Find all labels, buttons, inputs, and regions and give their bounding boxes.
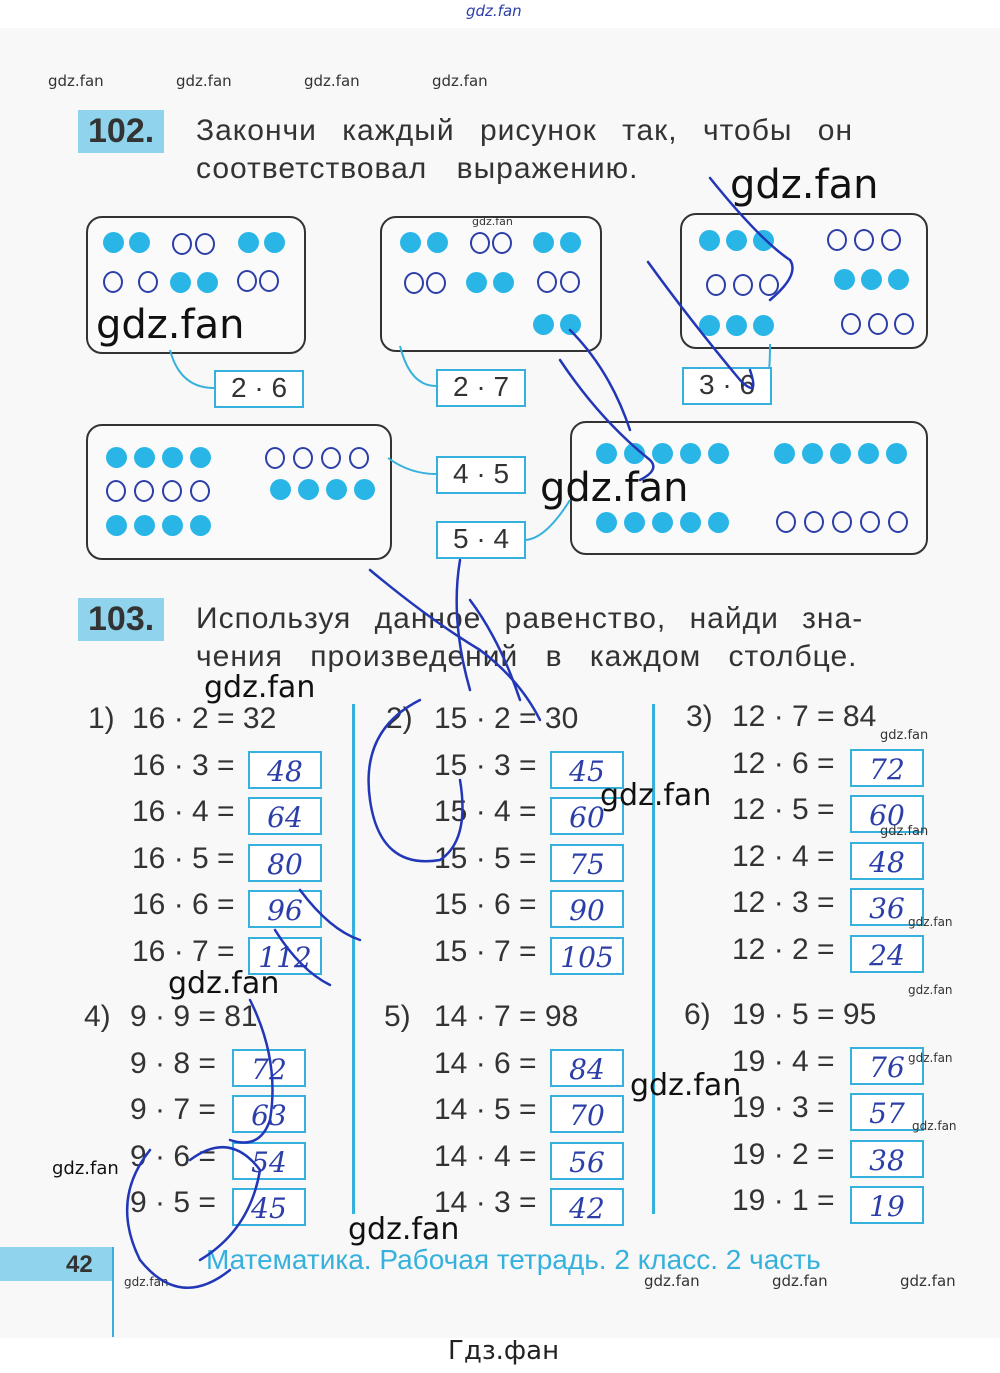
page-number: 42 xyxy=(66,1251,93,1278)
column-label: 3) xyxy=(686,700,713,733)
handwritten-answer: 105 xyxy=(560,940,614,974)
expression-2x6: 2 · 6 xyxy=(214,370,304,408)
watermark: gdz.fan xyxy=(772,1272,828,1290)
handwritten-answer: 90 xyxy=(569,894,605,927)
watermark-medium: gdz.fan xyxy=(600,778,712,813)
top-watermark: gdz.fan xyxy=(466,2,522,20)
task-103-text-line2: чения произведений в каждом столбце. xyxy=(196,640,858,673)
given-equation: 16 · 2 = 32 xyxy=(132,702,277,735)
expression-5x4: 5 · 4 xyxy=(436,521,526,559)
product-expression: 14 · 6 = xyxy=(434,1046,537,1080)
page-caption: Гдз.фан xyxy=(448,1336,560,1366)
handwritten-answer: 84 xyxy=(569,1052,605,1086)
product-expression: 15 · 5 = xyxy=(434,841,537,875)
product-expression: 19 · 4 = xyxy=(732,1044,835,1078)
given-equation: 14 · 7 = 98 xyxy=(434,1000,579,1033)
handwritten-answer: 72 xyxy=(251,1052,287,1086)
watermark: gdz.fan xyxy=(908,915,953,929)
product-expression: 14 · 4 = xyxy=(434,1139,537,1173)
watermark-medium: gdz.fan xyxy=(630,1068,742,1103)
given-equation: 12 · 7 = 84 xyxy=(732,700,877,733)
watermark: gdz.fan xyxy=(48,72,104,90)
product-expression: 9 · 6 = xyxy=(130,1139,216,1173)
watermark-large: gdz.fan xyxy=(96,302,245,348)
product-expression: 16 · 5 = xyxy=(132,841,235,875)
handwritten-answer: 45 xyxy=(251,1192,287,1225)
product-expression: 16 · 7 = xyxy=(132,934,235,968)
handwritten-answer: 60 xyxy=(569,801,605,834)
expression-3x6: 3 · 6 xyxy=(682,367,772,405)
handwritten-answer: 63 xyxy=(251,1099,287,1132)
product-expression: 9 · 7 = xyxy=(130,1093,216,1126)
product-expression: 12 · 5 = xyxy=(732,793,835,826)
product-expression: 19 · 3 = xyxy=(732,1091,835,1124)
watermark: gdz.fan xyxy=(176,72,232,90)
column-label: 1) xyxy=(88,702,115,735)
handwritten-answer: 72 xyxy=(869,752,905,786)
watermark: gdz.fan xyxy=(472,215,513,228)
watermark-medium: gdz.fan xyxy=(168,966,280,1001)
handwritten-answer: 75 xyxy=(569,847,605,881)
watermark: gdz.fan xyxy=(908,1051,953,1065)
handwritten-answer: 24 xyxy=(869,938,905,972)
handwritten-answer: 54 xyxy=(251,1145,287,1179)
product-expression: 12 · 4 = xyxy=(732,839,835,873)
task-103-text-line1: Используя данное равенство, найди зна- xyxy=(196,602,864,635)
handwritten-answer: 42 xyxy=(569,1192,605,1225)
watermark: gdz.fan xyxy=(908,983,953,997)
handwritten-answer: 56 xyxy=(569,1145,605,1179)
handwritten-answer: 48 xyxy=(869,845,905,879)
task-102-text-line1: Закончи каждый рисунок так, чтобы он xyxy=(196,114,854,147)
product-expression: 16 · 6 = xyxy=(132,888,235,921)
product-expression: 15 · 7 = xyxy=(434,934,537,968)
product-expression: 9 · 8 = xyxy=(130,1046,216,1080)
handwritten-answer: 19 xyxy=(869,1190,905,1223)
product-expression: 19 · 2 = xyxy=(732,1137,835,1171)
expression-4x5: 4 · 5 xyxy=(436,456,526,494)
product-expression: 9 · 5 = xyxy=(130,1186,216,1219)
watermark-large: gdz.fan xyxy=(730,162,879,208)
product-expression: 12 · 6 = xyxy=(732,746,835,780)
given-equation: 9 · 9 = 81 xyxy=(130,1000,258,1033)
given-equation: 15 · 2 = 30 xyxy=(434,702,579,735)
handwritten-answer: 38 xyxy=(869,1143,905,1177)
watermark: gdz.fan xyxy=(880,728,929,743)
handwritten-answer: 76 xyxy=(869,1050,905,1084)
watermark: gdz.fan xyxy=(124,1275,169,1289)
watermark: gdz.fan xyxy=(880,824,929,839)
watermark: gdz.fan xyxy=(912,1119,957,1133)
column-label: 5) xyxy=(384,1000,411,1033)
watermark: gdz.fan xyxy=(900,1272,956,1290)
watermark: gdz.fan xyxy=(304,72,360,90)
watermark-large: gdz.fan xyxy=(540,465,689,511)
handwritten-answer: 60 xyxy=(869,799,905,832)
product-expression: 16 · 3 = xyxy=(132,748,235,782)
handwritten-answer: 57 xyxy=(869,1097,905,1130)
task-102-number: 102. xyxy=(78,110,164,153)
task-102-text-line2: соответствовал выражению. xyxy=(196,152,639,185)
product-expression: 14 · 3 = xyxy=(434,1186,537,1219)
handwritten-answer: 112 xyxy=(258,940,312,974)
handwritten-answer: 48 xyxy=(267,754,303,788)
watermark-medium: gdz.fan xyxy=(204,670,316,705)
product-expression: 12 · 2 = xyxy=(732,932,835,966)
handwritten-answer: 64 xyxy=(267,801,303,834)
watermark: gdz.fan xyxy=(432,72,488,90)
column-label: 6) xyxy=(684,998,711,1031)
column-label: 2) xyxy=(386,702,413,735)
product-expression: 19 · 1 = xyxy=(732,1184,835,1217)
given-equation: 19 · 5 = 95 xyxy=(732,998,877,1031)
handwritten-answer: 70 xyxy=(569,1099,605,1132)
task-103-number: 103. xyxy=(78,598,164,641)
handwritten-answer: 45 xyxy=(569,754,605,788)
book-title: Математика. Рабочая тетрадь. 2 класс. 2 часть xyxy=(206,1244,821,1275)
product-expression: 16 · 4 = xyxy=(132,795,235,828)
product-expression: 12 · 3 = xyxy=(732,886,835,919)
handwritten-answer: 36 xyxy=(869,892,905,925)
expression-2x7: 2 · 7 xyxy=(436,369,526,407)
product-expression: 15 · 6 = xyxy=(434,888,537,921)
product-expression: 15 · 4 = xyxy=(434,795,537,828)
handwritten-answer: 96 xyxy=(267,894,303,927)
watermark: gdz.fan xyxy=(52,1158,119,1179)
product-expression: 15 · 3 = xyxy=(434,748,537,782)
watermark: gdz.fan xyxy=(644,1272,700,1290)
column-label: 4) xyxy=(84,1000,111,1033)
watermark-medium: gdz.fan xyxy=(348,1212,460,1247)
product-expression: 14 · 5 = xyxy=(434,1093,537,1126)
handwritten-answer: 80 xyxy=(267,847,303,881)
